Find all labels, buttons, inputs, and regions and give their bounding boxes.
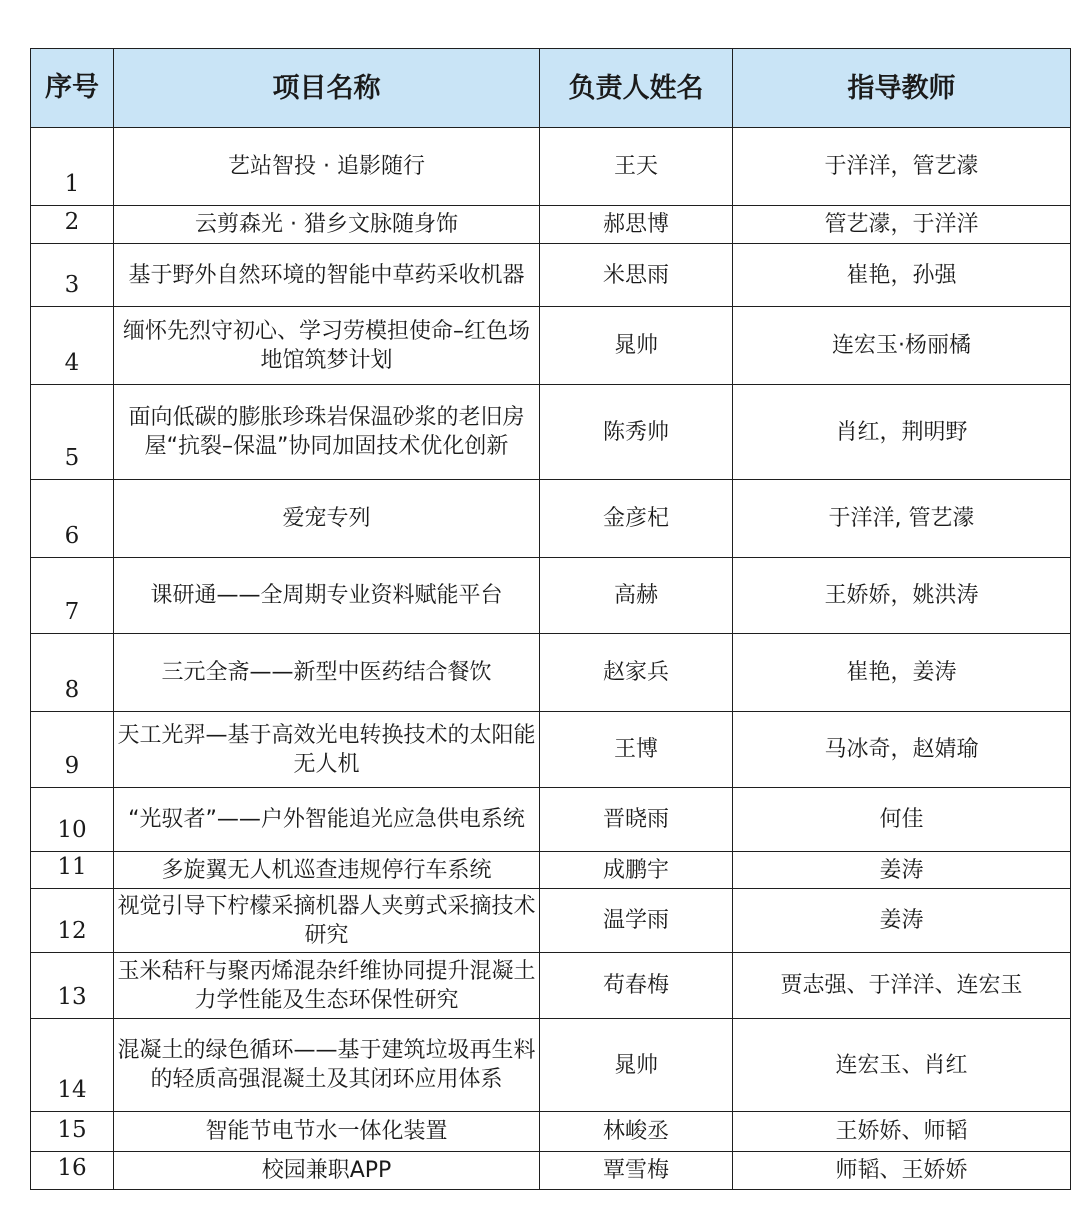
table-row <box>31 385 1071 480</box>
table-row <box>31 558 1071 634</box>
leader-cell: 高赫 <box>540 558 733 634</box>
row-number: 5 <box>31 385 114 480</box>
header-leader: 负责人姓名 <box>540 49 733 128</box>
row-number: 11 <box>31 852 114 889</box>
leader-cell: 成鹏宇 <box>540 852 733 889</box>
row-number: 10 <box>31 788 114 852</box>
advisor-cell: 连宏玉·杨丽橘 <box>733 307 1071 385</box>
leader-cell: 晁帅 <box>540 307 733 385</box>
leader-cell: 郝思博 <box>540 206 733 244</box>
project-name-cell: 多旋翼无人机巡查违规停行车系统 <box>114 852 540 889</box>
table-row <box>31 244 1071 307</box>
advisor-cell: 姜涛 <box>733 852 1071 889</box>
row-number: 15 <box>31 1112 114 1152</box>
advisor-cell: 管艺濛，于洋洋 <box>733 206 1071 244</box>
table-row <box>31 889 1071 953</box>
advisor-cell: 贾志强、于洋洋、连宏玉 <box>733 953 1071 1019</box>
row-number: 14 <box>31 1019 114 1112</box>
project-table <box>30 48 1071 1190</box>
advisor-cell: 肖红，荆明野 <box>733 385 1071 480</box>
leader-cell: 晁帅 <box>540 1019 733 1112</box>
table-row <box>31 634 1071 712</box>
row-number: 16 <box>31 1152 114 1190</box>
advisor-cell: 王娇娇、师韬 <box>733 1112 1071 1152</box>
leader-cell: 林峻丞 <box>540 1112 733 1152</box>
leader-cell: 米思雨 <box>540 244 733 307</box>
advisor-cell: 崔艳，孙强 <box>733 244 1071 307</box>
table-row <box>31 206 1071 244</box>
project-name-cell: 智能节电节水一体化装置 <box>114 1112 540 1152</box>
project-name-cell: 缅怀先烈守初心、学习劳模担使命–红色场地馆筑梦计划 <box>114 307 540 385</box>
table-row <box>31 307 1071 385</box>
advisor-cell: 于洋洋，管艺濛 <box>733 128 1071 206</box>
table-row <box>31 1112 1071 1152</box>
leader-cell: 王天 <box>540 128 733 206</box>
leader-cell: 赵家兵 <box>540 634 733 712</box>
row-number: 6 <box>31 480 114 558</box>
row-number: 12 <box>31 889 114 953</box>
row-number: 2 <box>31 206 114 244</box>
project-name-cell: 爱宠专列 <box>114 480 540 558</box>
header-project-name: 项目名称 <box>114 49 540 128</box>
row-number: 3 <box>31 244 114 307</box>
leader-cell: 金彦杞 <box>540 480 733 558</box>
advisor-cell: 马冰奇，赵婧瑜 <box>733 712 1071 788</box>
row-number: 8 <box>31 634 114 712</box>
advisor-cell: 连宏玉、肖红 <box>733 1019 1071 1112</box>
leader-cell: 覃雪梅 <box>540 1152 733 1190</box>
table-row <box>31 1152 1071 1190</box>
project-name-cell: “光驭者”——户外智能追光应急供电系统 <box>114 788 540 852</box>
leader-cell: 晋晓雨 <box>540 788 733 852</box>
row-number: 4 <box>31 307 114 385</box>
project-name-cell: 课研通——全周期专业资料赋能平台 <box>114 558 540 634</box>
project-name-cell: 面向低碳的膨胀珍珠岩保温砂浆的老旧房屋“抗裂–保温”协同加固技术优化创新 <box>114 385 540 480</box>
project-name-cell: 校园兼职APP <box>114 1152 540 1190</box>
project-name-cell: 视觉引导下柠檬采摘机器人夹剪式采摘技术研究 <box>114 889 540 953</box>
leader-cell: 温学雨 <box>540 889 733 953</box>
table-row <box>31 1019 1071 1112</box>
advisor-cell: 姜涛 <box>733 889 1071 953</box>
project-name-cell: 云剪森光 · 猎乡文脉随身饰 <box>114 206 540 244</box>
project-name-cell: 天工光羿—基于高效光电转换技术的太阳能无人机 <box>114 712 540 788</box>
advisor-cell: 于洋洋, 管艺濛 <box>733 480 1071 558</box>
leader-cell: 苟春梅 <box>540 953 733 1019</box>
leader-cell: 陈秀帅 <box>540 385 733 480</box>
project-name-cell: 玉米秸秆与聚丙烯混杂纤维协同提升混凝土力学性能及生态环保性研究 <box>114 953 540 1019</box>
project-name-cell: 艺站智投 · 追影随行 <box>114 128 540 206</box>
header-row <box>31 49 1071 128</box>
table-row <box>31 953 1071 1019</box>
project-name-cell: 基于野外自然环境的智能中草药采收机器 <box>114 244 540 307</box>
row-number: 13 <box>31 953 114 1019</box>
advisor-cell: 师韬、王娇娇 <box>733 1152 1071 1190</box>
table-row <box>31 128 1071 206</box>
row-number: 7 <box>31 558 114 634</box>
table-row <box>31 788 1071 852</box>
leader-cell: 王博 <box>540 712 733 788</box>
advisor-cell: 崔艳，姜涛 <box>733 634 1071 712</box>
row-number: 9 <box>31 712 114 788</box>
project-name-cell: 混凝土的绿色循环——基于建筑垃圾再生料的轻质高强混凝土及其闭环应用体系 <box>114 1019 540 1112</box>
advisor-cell: 何佳 <box>733 788 1071 852</box>
table-row <box>31 852 1071 889</box>
header-advisor: 指导教师 <box>733 49 1071 128</box>
table-row <box>31 712 1071 788</box>
advisor-cell: 王娇娇，姚洪涛 <box>733 558 1071 634</box>
row-number: 1 <box>31 128 114 206</box>
header-no: 序号 <box>31 49 114 128</box>
project-name-cell: 三元全斋——新型中医药结合餐饮 <box>114 634 540 712</box>
table-row <box>31 480 1071 558</box>
